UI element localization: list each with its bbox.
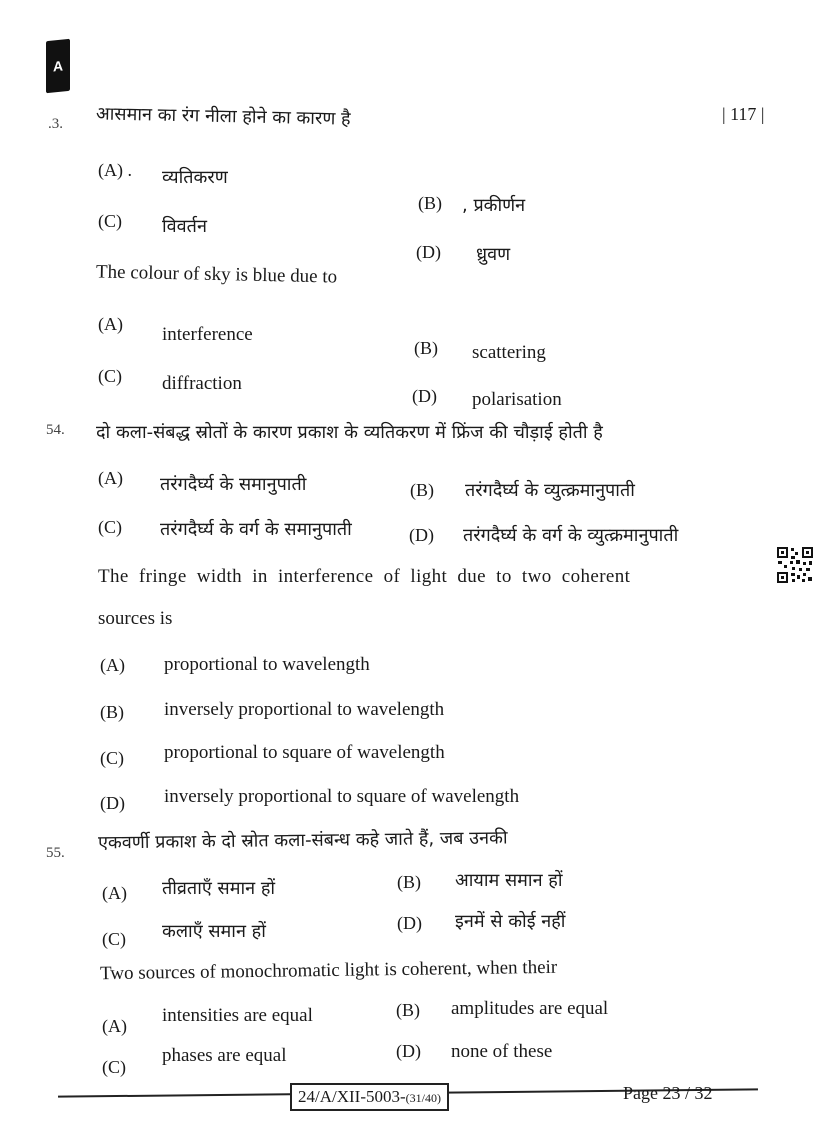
option-label: (B) [418,193,442,213]
question-53-english: The colour of sky is blue due to [95,261,338,288]
option-text: polarisation [472,389,562,410]
option-text: इनमें से कोई नहीं [455,911,566,932]
option-text: व्यतिकरण [162,167,228,188]
option-label: (D) [416,242,441,262]
option-text: phases are equal [162,1045,287,1066]
paper-set-badge: A [46,39,70,94]
option-label: (C) [100,748,124,768]
option-text: interference [162,324,253,345]
option-label: (A) [98,468,123,488]
paper-code-suffix: (31/40) [405,1091,441,1105]
option-text: आयाम समान हों [455,870,563,891]
option-label: (D) [397,913,422,933]
option-text: scattering [472,342,546,363]
option-label: (B) [100,702,124,722]
option-text: तरंगदैर्घ्य के व्युत्क्रमानुपाती [465,480,635,501]
option-label: (C) [102,929,126,949]
option-label: (D) [100,793,125,813]
paper-code [290,1083,449,1111]
option-label: (C) [98,517,122,537]
question-55-hindi: एकवर्णी प्रकाश के दो स्रोत कला-संबन्ध कहे जाते हैं, जब उनकी [97,827,508,854]
option-label: (B) [397,872,421,892]
option-text: , प्रकीर्णन [462,195,526,216]
option-label: (D) [396,1041,421,1061]
option-label: (A) [102,883,127,903]
option-label: (C) [98,211,122,231]
option-label: (B) [396,1000,420,1020]
option-text: तरंगदैर्घ्य के समानुपाती [160,474,307,495]
option-label: (B) [414,338,438,358]
option-text: amplitudes are equal [451,998,609,1019]
option-text: तरंगदैर्घ्य के वर्ग के समानुपाती [160,519,352,540]
option-label: (A) [100,655,125,675]
qr-code-icon [776,546,814,584]
option-label: (C) [102,1057,126,1077]
question-number: 55. [46,845,65,861]
option-text: intensities are equal [162,1005,313,1026]
paper-code-main: 24/A/XII-5003- [298,1087,406,1106]
option-label: (A) . [98,160,132,180]
question-53-hindi: आसमान का रंग नीला होने का कारण है [95,103,351,130]
option-label: (B) [410,480,434,500]
question-54-hindi: दो कला-संबद्ध स्रोतों के कारण प्रकाश के व्यतिकरण में फ्रिंज की चौड़ाई होती है [96,422,603,443]
option-label: (A) [102,1016,127,1036]
option-text: proportional to wavelength [164,654,370,675]
page-number: Page 23 / 32 [623,1083,713,1103]
option-label: (D) [412,386,437,406]
option-text: diffraction [162,373,242,394]
option-text: ध्रुवण [476,244,511,265]
option-text: inversely proportional to square of wavelength [164,786,520,807]
question-54-english-line1: The fringe width in interference of light due to two coherent [98,566,631,587]
option-text: proportional to square of wavelength [164,742,445,763]
option-text: तरंगदैर्घ्य के वर्ग के व्युत्क्रमानुपाती [463,525,679,546]
option-text: तीव्रताएँ समान हों [162,878,276,899]
option-text: inversely proportional to wavelength [164,699,445,720]
option-label: (A) [98,314,123,334]
option-text: none of these [451,1041,553,1062]
option-label: (D) [409,525,434,545]
question-55-english: Two sources of monochromatic light is coherent, when their [99,956,558,985]
option-text: विवर्तन [162,216,207,237]
question-number: 54. [46,422,65,438]
page-marker: | 117 | [722,104,765,124]
option-text: कलाएँ समान हों [162,921,266,942]
option-label: (C) [98,366,122,386]
question-54-english-line2: sources is [98,608,173,629]
question-number: .3. [48,116,63,132]
